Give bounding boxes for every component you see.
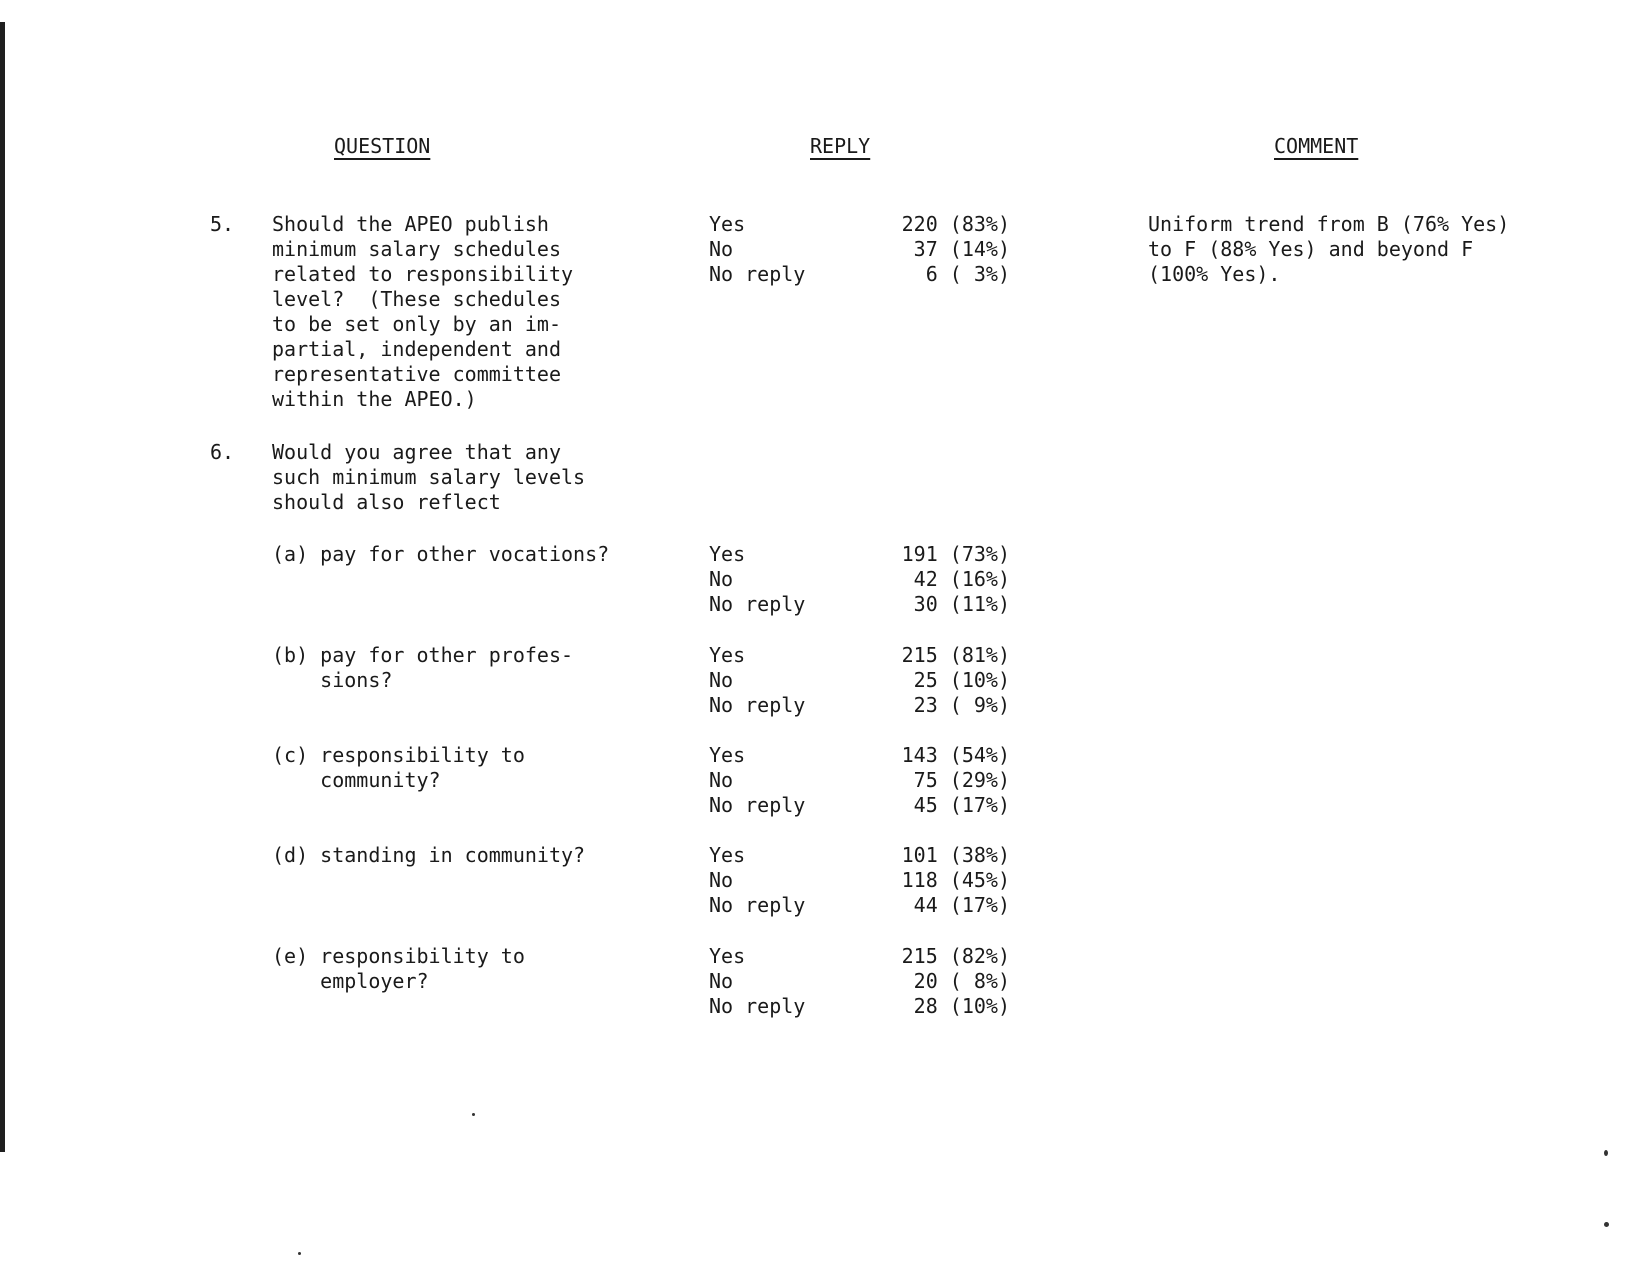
scan-speck — [1604, 1222, 1609, 1227]
question-6b-reply-counts: 215 (81%) 25 (10%) 23 ( 9%) — [901, 643, 1010, 717]
question-6-text: Would you agree that any such minimum salary levels should also reflect — [272, 440, 586, 514]
question-5-comment: Uniform trend from B (76% Yes) to F (88% Yes) and beyond F (100% Yes). — [1148, 212, 1510, 286]
question-6d-reply-labels: Yes No No reply — [709, 843, 806, 917]
question-6b-text: (b) pay for other profes- sions? — [272, 643, 574, 692]
question-6e-text: (e) responsibility to employer? — [272, 944, 525, 993]
question-6e-reply-labels: Yes No No reply — [709, 944, 806, 1018]
question-6c-reply-labels: Yes No No reply — [709, 743, 806, 817]
header-reply: REPLY — [810, 134, 871, 158]
header-comment: COMMENT — [1274, 134, 1359, 158]
question-5-reply-counts: 220 (83%) 37 (14%) 6 ( 3%) — [901, 212, 1010, 286]
question-6c-text: (c) responsibility to community? — [272, 743, 525, 792]
question-6a-text: (a) pay for other vocations? — [272, 542, 610, 566]
header-question: QUESTION — [334, 134, 431, 158]
question-5-reply-labels: Yes No No reply — [709, 212, 806, 286]
question-6d-reply-counts: 101 (38%) 118 (45%) 44 (17%) — [901, 843, 1010, 917]
question-6c-reply-counts: 143 (54%) 75 (29%) 45 (17%) — [901, 743, 1010, 817]
question-6e-reply-counts: 215 (82%) 20 ( 8%) 28 (10%) — [901, 944, 1010, 1018]
question-5-text: Should the APEO publish minimum salary schedules related to responsibility level? (These schedules to be set only by an im- partial, independent and representative committee within the APEO.) — [272, 212, 574, 411]
question-6d-text: (d) standing in community? — [272, 843, 586, 867]
question-6-number: 6. — [210, 440, 235, 464]
scan-speck — [298, 1252, 301, 1255]
scan-speck — [1604, 1150, 1608, 1156]
scan-edge — [0, 22, 5, 1152]
question-6a-reply-labels: Yes No No reply — [709, 542, 806, 616]
question-5-number: 5. — [210, 212, 235, 236]
question-6a-reply-counts: 191 (73%) 42 (16%) 30 (11%) — [901, 542, 1010, 616]
scan-speck — [472, 1113, 475, 1116]
question-6b-reply-labels: Yes No No reply — [709, 643, 806, 717]
